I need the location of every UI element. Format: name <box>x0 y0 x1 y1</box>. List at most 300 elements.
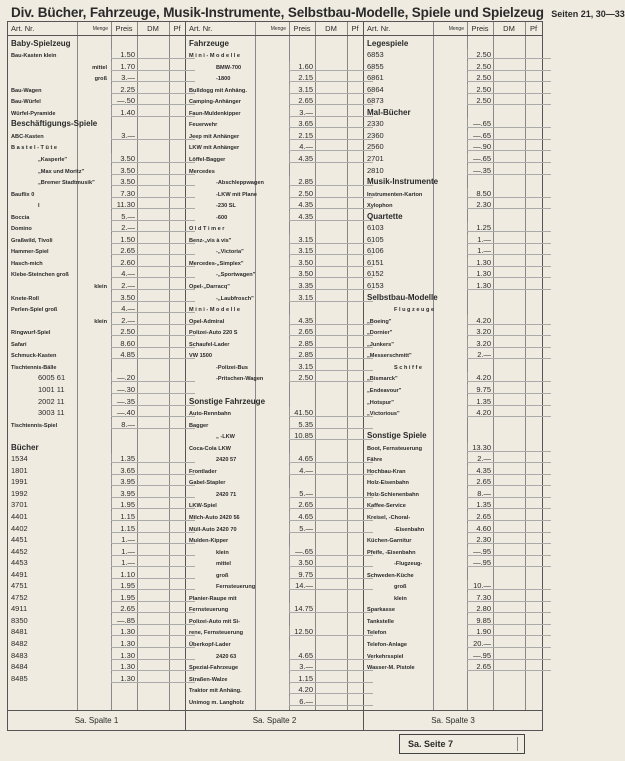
list-item[interactable] <box>8 406 185 418</box>
item-price: 5.— <box>111 212 137 221</box>
item-name: Bauflix 0 <box>11 191 35 198</box>
item-price: —.65 <box>467 131 493 140</box>
list-item[interactable] <box>8 186 185 198</box>
item-price: 3.— <box>111 73 137 82</box>
list-item[interactable] <box>364 359 542 371</box>
list-item[interactable] <box>364 660 542 672</box>
list-item[interactable] <box>364 440 542 452</box>
item-name: LKW-Spiel <box>189 503 217 510</box>
list-item[interactable] <box>364 221 542 233</box>
item-name: mittel <box>92 64 107 71</box>
item-price: 3.50 <box>111 177 137 186</box>
list-item[interactable] <box>8 151 185 163</box>
list-item[interactable] <box>8 163 185 175</box>
dm-header: DM <box>503 24 515 33</box>
list-item[interactable] <box>364 232 542 244</box>
item-price: 41.50 <box>289 408 315 417</box>
list-item[interactable] <box>364 186 542 198</box>
item-name: „Kasperle" <box>38 157 68 164</box>
list-item[interactable] <box>186 71 363 83</box>
list-item[interactable] <box>186 567 363 579</box>
list-item[interactable] <box>186 105 363 117</box>
item-name: 1534 <box>11 454 28 464</box>
column-sum[interactable]: Sa. Spalte 2 <box>186 710 363 730</box>
list-item[interactable] <box>186 48 363 60</box>
list-item[interactable] <box>364 579 542 591</box>
section-heading <box>186 36 363 48</box>
list-item[interactable] <box>186 82 363 94</box>
list-item[interactable] <box>186 117 363 129</box>
list-item[interactable] <box>186 463 363 475</box>
list-item[interactable] <box>364 198 542 210</box>
item-price: 7.30 <box>467 593 493 602</box>
column-sum[interactable]: Sa. Spalte 1 <box>8 710 185 730</box>
list-item[interactable] <box>186 255 363 267</box>
list-item[interactable] <box>186 325 363 337</box>
item-price: 3.50 <box>289 558 315 567</box>
item-name: Würfel-Pyramide <box>11 110 56 117</box>
list-item[interactable] <box>186 417 363 429</box>
item-price: 3.— <box>111 131 137 140</box>
dm-header: DM <box>325 24 337 33</box>
item-price: —.65 <box>467 154 493 163</box>
item-price: 10.— <box>467 581 493 590</box>
list-item[interactable] <box>8 59 185 71</box>
list-item[interactable] <box>186 636 363 648</box>
item-price: 4.60 <box>467 524 493 533</box>
item-name: S c h i f f e <box>394 364 422 371</box>
list-item[interactable] <box>364 313 542 325</box>
item-name: Hasch-mich <box>11 260 43 267</box>
list-item[interactable] <box>364 48 542 60</box>
list-item[interactable] <box>8 209 185 221</box>
list-item[interactable] <box>364 417 542 429</box>
list-item[interactable] <box>186 671 363 683</box>
list-item[interactable] <box>8 463 185 475</box>
item-price: 3.50 <box>111 154 137 163</box>
list-item[interactable] <box>8 371 185 383</box>
list-item[interactable] <box>186 267 363 279</box>
list-item[interactable] <box>8 348 185 360</box>
list-item[interactable] <box>8 82 185 94</box>
item-price: 4.65 <box>289 512 315 521</box>
item-price: 1.— <box>111 547 137 556</box>
item-price: 4.65 <box>289 454 315 463</box>
item-price: 3.95 <box>111 489 137 498</box>
list-item[interactable] <box>8 382 185 394</box>
list-item[interactable] <box>364 128 542 140</box>
item-name: Hochbau-Kran <box>367 468 406 475</box>
list-item[interactable] <box>186 613 363 625</box>
list-item[interactable] <box>186 348 363 360</box>
list-item[interactable] <box>186 486 363 498</box>
item-name: 6005 61 <box>38 373 66 383</box>
list-item[interactable] <box>8 325 185 337</box>
item-name: Kaffee-Service <box>367 503 406 510</box>
list-item[interactable] <box>186 521 363 533</box>
list-item[interactable] <box>8 244 185 256</box>
list-item[interactable] <box>8 521 185 533</box>
item-name: „Bismarck" <box>367 376 398 383</box>
item-name: Faun-Muldenkipper <box>189 110 241 117</box>
item-name: 1991 <box>11 477 28 487</box>
list-item[interactable] <box>8 486 185 498</box>
list-item[interactable] <box>186 625 363 637</box>
item-name: „Messerschmitt" <box>367 353 412 360</box>
list-item[interactable] <box>186 602 363 614</box>
list-item[interactable] <box>186 290 363 302</box>
item-price: 1.— <box>111 535 137 544</box>
item-name: -Polizei-Bus <box>216 364 249 371</box>
list-item[interactable] <box>8 556 185 568</box>
item-price: 2.65 <box>111 604 137 613</box>
list-item[interactable] <box>364 394 542 406</box>
item-name: 4451 <box>11 535 28 545</box>
list-item[interactable] <box>8 498 185 510</box>
item-name: 4752 <box>11 592 28 602</box>
item-name: Camping-Anhänger <box>189 99 241 106</box>
list-item[interactable] <box>8 278 185 290</box>
list-item[interactable] <box>364 625 542 637</box>
item-price: 1.95 <box>111 593 137 602</box>
item-name: 6861 <box>367 73 384 83</box>
item-name: „Boeing" <box>367 318 392 325</box>
list-item[interactable] <box>186 313 363 325</box>
list-item[interactable] <box>8 255 185 267</box>
item-name: Tischtennis-Spiel <box>11 422 58 429</box>
item-name: Xylophon <box>367 203 393 210</box>
list-item[interactable] <box>8 359 185 371</box>
item-name: 6105 <box>367 234 384 244</box>
list-item[interactable] <box>8 313 185 325</box>
item-name: 2701 <box>367 154 384 164</box>
item-price: 2.50 <box>467 85 493 94</box>
item-name: Holz-Eisenbahn <box>367 480 409 487</box>
list-item[interactable] <box>8 302 185 314</box>
list-item[interactable] <box>186 509 363 521</box>
list-item[interactable] <box>364 463 542 475</box>
item-price: —.20 <box>111 373 137 382</box>
list-item[interactable] <box>186 382 363 394</box>
item-name: 4452 <box>11 546 28 556</box>
list-item[interactable] <box>364 533 542 545</box>
list-item[interactable] <box>8 336 185 348</box>
list-item[interactable] <box>364 348 542 360</box>
item-price: 4.20 <box>467 316 493 325</box>
item-name: Instrumenten-Karton <box>367 191 423 198</box>
list-item[interactable] <box>186 544 363 556</box>
item-name: „Dornier" <box>367 330 393 337</box>
item-name: Opel-„Darracq" <box>189 284 230 291</box>
item-name: Fähre <box>367 457 383 464</box>
list-item[interactable] <box>8 232 185 244</box>
item-name: 6106 <box>367 246 384 256</box>
list-item[interactable] <box>186 429 363 441</box>
list-item[interactable] <box>364 486 542 498</box>
list-item[interactable] <box>186 371 363 383</box>
item-name: Polizei-Auto 220 S <box>189 330 238 337</box>
list-item[interactable] <box>364 82 542 94</box>
list-item[interactable] <box>8 267 185 279</box>
item-list <box>364 36 542 710</box>
list-item[interactable] <box>364 648 542 660</box>
list-item[interactable] <box>186 186 363 198</box>
list-item[interactable] <box>8 579 185 591</box>
item-name: Boccia <box>11 214 30 221</box>
item-name: groß <box>216 572 229 579</box>
item-price: 8.50 <box>467 189 493 198</box>
item-price: 2.— <box>111 316 137 325</box>
list-item[interactable] <box>186 406 363 418</box>
page-total-box[interactable] <box>399 734 525 754</box>
list-item[interactable] <box>8 533 185 545</box>
list-item[interactable] <box>8 544 185 556</box>
list-item[interactable] <box>364 163 542 175</box>
list-item[interactable] <box>8 602 185 614</box>
list-item[interactable] <box>364 590 542 602</box>
list-item[interactable] <box>364 255 542 267</box>
list-item[interactable] <box>186 452 363 464</box>
list-item[interactable] <box>8 290 185 302</box>
list-item[interactable] <box>186 694 363 706</box>
item-price: 3.— <box>289 108 315 117</box>
art-header: Art. Nr. <box>189 24 213 33</box>
item-price: 3.50 <box>289 258 315 267</box>
list-item[interactable] <box>364 544 542 556</box>
list-item[interactable] <box>8 567 185 579</box>
item-name: 2002 11 <box>38 396 65 406</box>
list-item[interactable] <box>186 440 363 452</box>
list-item[interactable] <box>8 429 185 441</box>
list-item[interactable] <box>364 602 542 614</box>
item-name: Traktor mit Anhäng. <box>189 688 242 695</box>
list-item[interactable] <box>364 556 542 568</box>
item-price: 2.80 <box>467 604 493 613</box>
list-item[interactable] <box>186 278 363 290</box>
item-name: 4401 <box>11 511 28 521</box>
list-item[interactable] <box>8 198 185 210</box>
item-name: Benz-„vis à vis" <box>189 237 232 244</box>
list-item[interactable] <box>8 625 185 637</box>
list-item[interactable] <box>364 278 542 290</box>
column-header <box>364 22 542 36</box>
list-item[interactable] <box>364 302 542 314</box>
item-name: „Junkers" <box>367 341 394 348</box>
item-name: 6103 <box>367 223 384 233</box>
list-item[interactable] <box>186 128 363 140</box>
list-item[interactable] <box>364 636 542 648</box>
list-item[interactable] <box>364 406 542 418</box>
section-heading <box>364 290 542 302</box>
item-price: 4.85 <box>111 350 137 359</box>
list-item[interactable] <box>8 105 185 117</box>
list-item[interactable] <box>364 151 542 163</box>
item-name: 4911 <box>11 604 28 614</box>
pf-header: Pf <box>529 24 538 33</box>
item-price: —.95 <box>467 547 493 556</box>
list-item[interactable] <box>364 475 542 487</box>
item-price: 2.65 <box>467 512 493 521</box>
list-item[interactable] <box>186 533 363 545</box>
item-name: Sparkasse <box>367 607 395 614</box>
item-name: Jeep mit Anhänger <box>189 133 240 140</box>
item-name: Fernsteuerung <box>189 607 229 614</box>
list-item[interactable] <box>364 336 542 348</box>
list-item[interactable] <box>186 336 363 348</box>
list-item[interactable] <box>364 267 542 279</box>
list-item[interactable] <box>186 590 363 602</box>
list-item[interactable] <box>186 232 363 244</box>
list-item[interactable] <box>8 128 185 140</box>
item-price: 2.65 <box>289 96 315 105</box>
item-price: 1.10 <box>111 570 137 579</box>
section-title: Sonstige Spiele <box>367 431 427 441</box>
list-item[interactable] <box>186 359 363 371</box>
item-price: 1.60 <box>289 62 315 71</box>
item-price: 1.95 <box>111 500 137 509</box>
item-name: Bau-Wagen <box>11 87 42 94</box>
list-item[interactable] <box>186 648 363 660</box>
item-price: 4.65 <box>289 651 315 660</box>
item-price: —.35 <box>467 166 493 175</box>
item-price: 1.90 <box>467 627 493 636</box>
list-item[interactable] <box>8 48 185 60</box>
list-item[interactable] <box>8 175 185 187</box>
item-name: 8481 <box>11 627 28 637</box>
item-price: 1.— <box>111 558 137 567</box>
item-name: 2360 <box>367 130 384 140</box>
item-name: 2330 <box>367 119 384 129</box>
item-name: Domino <box>11 226 32 233</box>
order-sheet <box>7 21 543 731</box>
item-name: Müll-Auto 2420 70 <box>189 526 237 533</box>
item-name: mittel <box>216 561 231 568</box>
list-item[interactable] <box>186 302 363 314</box>
item-name: -Flugzeug- <box>394 561 423 568</box>
item-name: 2420 63 <box>216 653 237 660</box>
item-name: 1001 11 <box>38 384 65 394</box>
list-item[interactable] <box>8 221 185 233</box>
item-price: 2.15 <box>289 131 315 140</box>
item-price: —.30 <box>111 385 137 394</box>
list-item[interactable] <box>364 521 542 533</box>
list-item[interactable] <box>186 498 363 510</box>
list-item[interactable] <box>8 671 185 683</box>
list-item[interactable] <box>8 613 185 625</box>
list-item[interactable] <box>364 244 542 256</box>
list-item[interactable] <box>364 71 542 83</box>
item-name: Auto-Rennbahn <box>189 411 231 418</box>
list-item[interactable] <box>8 636 185 648</box>
item-price: 12.50 <box>289 627 315 636</box>
list-item[interactable] <box>8 660 185 672</box>
list-item[interactable] <box>8 590 185 602</box>
list-item[interactable] <box>364 509 542 521</box>
list-item[interactable] <box>364 498 542 510</box>
item-name: Opel-Admiral <box>189 318 225 325</box>
item-price: 1.15 <box>111 512 137 521</box>
item-name: Schaufel-Lader <box>189 341 230 348</box>
item-name: -Eisenbahn <box>394 526 425 533</box>
list-item[interactable] <box>8 509 185 521</box>
item-name: 4453 <box>11 558 28 568</box>
list-item[interactable] <box>186 579 363 591</box>
list-item[interactable] <box>186 59 363 71</box>
item-price: 2.— <box>111 281 137 290</box>
item-name: Frontlader <box>189 468 217 475</box>
item-name: 3003 11 <box>38 408 65 418</box>
item-name: 2810 <box>367 165 384 175</box>
list-item[interactable] <box>8 417 185 429</box>
list-item[interactable] <box>364 613 542 625</box>
list-item[interactable] <box>8 394 185 406</box>
list-item[interactable] <box>8 71 185 83</box>
list-item[interactable] <box>186 151 363 163</box>
list-item[interactable] <box>364 59 542 71</box>
list-item[interactable] <box>364 567 542 579</box>
list-item[interactable] <box>186 475 363 487</box>
list-item[interactable] <box>186 556 363 568</box>
list-item[interactable] <box>186 660 363 672</box>
list-item[interactable] <box>186 209 363 221</box>
section-heading <box>364 105 542 117</box>
list-item[interactable] <box>8 452 185 464</box>
item-name: Pfeife, -Eisenbahn <box>367 549 416 556</box>
item-name: Wasser-M. Pistole <box>367 665 415 672</box>
item-price: 1.50 <box>111 235 137 244</box>
list-item[interactable] <box>186 175 363 187</box>
item-name: 6152 <box>367 269 384 279</box>
list-item[interactable] <box>186 163 363 175</box>
page-total-label: Sa. Seite 7 <box>408 739 454 749</box>
list-item[interactable] <box>8 648 185 660</box>
list-item[interactable] <box>186 244 363 256</box>
item-price: 3.50 <box>111 293 137 302</box>
list-item[interactable] <box>364 140 542 152</box>
list-item[interactable] <box>186 94 363 106</box>
item-price: —.90 <box>467 142 493 151</box>
list-item[interactable] <box>186 221 363 233</box>
list-item[interactable] <box>364 117 542 129</box>
column-sum[interactable]: Sa. Spalte 3 <box>364 710 542 730</box>
item-name: Überkopf-Lader <box>189 641 231 648</box>
item-name: -LKW mit Plane <box>216 191 258 198</box>
item-price: 2.— <box>111 223 137 232</box>
menge-header: Menge <box>270 25 286 32</box>
list-item[interactable] <box>8 475 185 487</box>
list-item[interactable] <box>364 325 542 337</box>
list-item[interactable] <box>8 94 185 106</box>
list-item[interactable] <box>186 140 363 152</box>
item-name: Tischtennis-Bälle <box>11 364 57 371</box>
pf-header: Pf <box>351 24 359 33</box>
page-total-field[interactable] <box>517 737 518 751</box>
list-item[interactable] <box>186 198 363 210</box>
item-price: 2.65 <box>111 246 137 255</box>
list-item[interactable] <box>364 382 542 394</box>
list-item[interactable] <box>364 371 542 383</box>
menge-header: Menge <box>92 25 108 32</box>
section-title: Baby-Spielzeug <box>11 38 71 48</box>
section-heading <box>8 117 185 129</box>
list-item[interactable] <box>364 452 542 464</box>
list-item[interactable] <box>186 683 363 695</box>
item-price: 1.35 <box>467 397 493 406</box>
list-item[interactable] <box>364 94 542 106</box>
item-price: 3.15 <box>289 246 315 255</box>
item-name: Verkehrsspiel <box>367 653 404 660</box>
list-item[interactable] <box>8 140 185 152</box>
